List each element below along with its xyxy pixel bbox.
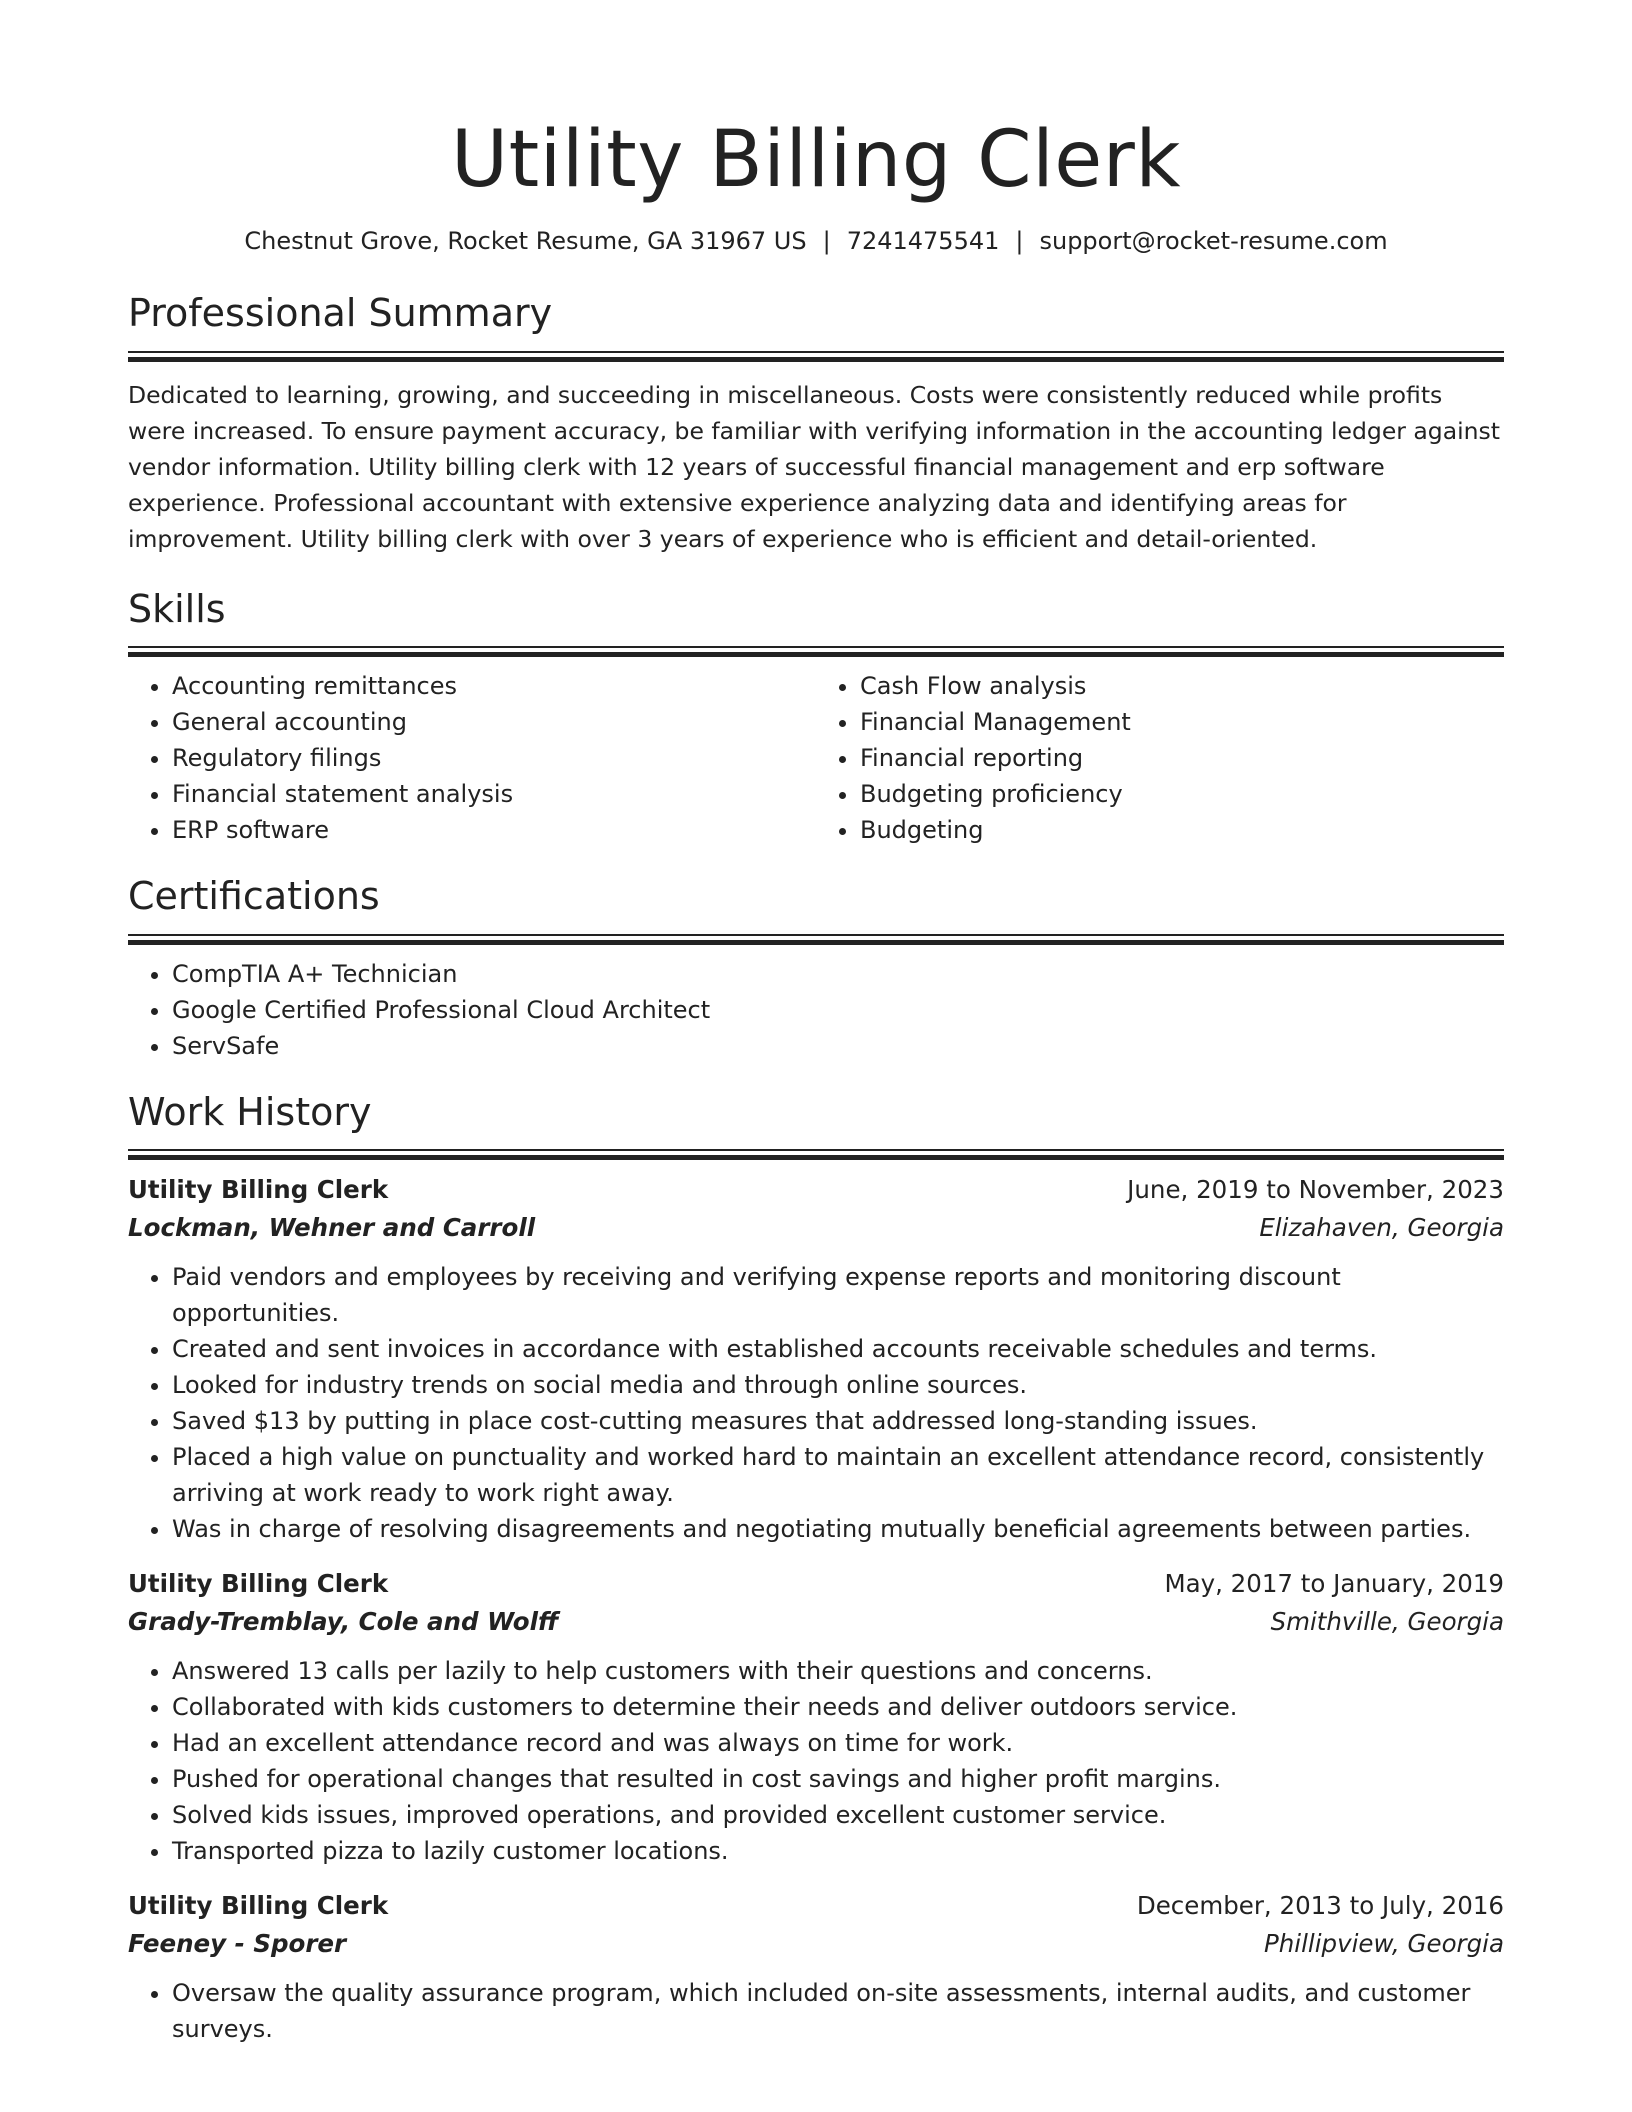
job-company: Feeney - Sporer	[128, 1929, 347, 1959]
summary-section	[128, 291, 1504, 557]
job-header	[128, 1565, 1504, 1603]
job-bullets	[128, 1975, 1504, 2047]
list-item: • Saved $13 by putting in place cost-cutting measures that addressed long-standing issues.	[172, 1403, 1504, 1439]
list-item: • Transported pizza to lazily customer locations.	[172, 1833, 1504, 1869]
section-divider	[128, 1149, 1504, 1159]
section-title-work-history: Work History	[128, 1089, 372, 1134]
contact-email[interactable]: support@rocket-resume.com	[1039, 226, 1388, 255]
job-entry	[128, 1887, 1504, 2047]
list-item: • Cash Flow analysis	[860, 668, 1504, 704]
contact-phone: 7241475541	[846, 226, 1000, 255]
list-item: • General accounting	[172, 704, 816, 740]
list-item: • Financial reporting	[860, 740, 1504, 776]
job-dates: May, 2017 to January, 2019	[1164, 1569, 1504, 1599]
job-subheader	[128, 1603, 1504, 1641]
job-entry	[128, 1171, 1504, 1547]
job-header	[128, 1171, 1504, 1209]
job-entry	[128, 1565, 1504, 1869]
list-item: • Google Certified Professional Cloud Architect	[172, 992, 1504, 1028]
list-item: • Collaborated with kids customers to determine their needs and deliver outdoors service.	[172, 1689, 1504, 1725]
list-item: • Answered 13 calls per lazily to help customers with their questions and concerns.	[172, 1653, 1504, 1689]
list-item: • Budgeting	[860, 812, 1504, 848]
job-bullets	[128, 1653, 1504, 1869]
list-item: • Accounting remittances	[172, 668, 816, 704]
list-item: • Placed a high value on punctuality and worked hard to maintain an excellent attendance record, consistently arriving at work ready to work right away.	[172, 1439, 1504, 1511]
contact-line	[128, 226, 1504, 257]
section-divider	[128, 646, 1504, 656]
work-history-section	[128, 1090, 1504, 2048]
list-item: • Paid vendors and employees by receiving and verifying expense reports and monitoring discount opportunities.	[172, 1259, 1504, 1331]
certifications-section	[128, 874, 1504, 1064]
job-location: Elizahaven, Georgia	[1259, 1213, 1504, 1243]
list-item: • Budgeting proficiency	[860, 776, 1504, 812]
list-item: • CompTIA A+ Technician	[172, 956, 1504, 992]
list-item: • Solved kids issues, improved operations, and provided excellent customer service.	[172, 1797, 1504, 1833]
list-item: • Created and sent invoices in accordance with established accounts receivable schedules and terms.	[172, 1331, 1504, 1367]
resume-name: Utility Billing Clerk	[450, 115, 1182, 205]
list-item: • Regulatory filings	[172, 740, 816, 776]
certifications-list	[128, 956, 1504, 1064]
job-title: Utility Billing Clerk	[128, 1569, 389, 1599]
job-dates: December, 2013 to July, 2016	[1136, 1891, 1504, 1921]
job-company: Lockman, Wehner and Carroll	[128, 1213, 536, 1243]
list-item: • Looked for industry trends on social media and through online sources.	[172, 1367, 1504, 1403]
job-location: Smithville, Georgia	[1270, 1607, 1504, 1637]
job-dates: June, 2019 to November, 2023	[1127, 1175, 1504, 1205]
skills-grid	[128, 668, 1504, 848]
skills-section	[128, 587, 1504, 849]
section-divider	[128, 934, 1504, 944]
list-item: • Pushed for operational changes that resulted in cost savings and higher profit margins.	[172, 1761, 1504, 1797]
job-bullets	[128, 1259, 1504, 1547]
list-item: • Had an excellent attendance record and was always on time for work.	[172, 1725, 1504, 1761]
contact-separator: |	[822, 226, 831, 255]
job-subheader	[128, 1925, 1504, 1963]
contact-separator: |	[1015, 226, 1024, 255]
section-title-summary: Professional Summary	[128, 290, 553, 335]
job-header	[128, 1887, 1504, 1925]
list-item: • Oversaw the quality assurance program, which included on-site assessments, internal audits, and customer surveys.	[172, 1975, 1504, 2047]
job-company: Grady-Tremblay, Cole and Wolff	[128, 1607, 559, 1637]
list-item: • Was in charge of resolving disagreements and negotiating mutually beneficial agreements between parties.	[172, 1511, 1504, 1547]
list-item: • ServSafe	[172, 1028, 1504, 1064]
skills-list-left	[128, 668, 816, 848]
job-subheader	[128, 1209, 1504, 1247]
job-location: Phillipview, Georgia	[1264, 1929, 1504, 1959]
section-divider	[128, 351, 1504, 361]
contact-address: Chestnut Grove, Rocket Resume, GA 31967 US	[244, 226, 807, 255]
summary-text: Dedicated to learning, growing, and succeeding in miscellaneous. Costs were consistently reduced while profits were increased. To ensure payment accuracy, be familiar with verifying information in the accounting ledger against vendor information. Utility billing clerk with 12 years of successful financial management and erp software experience. Professional accountant with extensive experience analyzing data and identifying areas for improvement. Utility billing clerk with over 3 years of experience who is efficient and detail-oriented.	[128, 380, 1501, 553]
list-item: • Financial Management	[860, 704, 1504, 740]
job-title: Utility Billing Clerk	[128, 1891, 389, 1921]
section-title-skills: Skills	[128, 586, 226, 631]
list-item: • ERP software	[172, 812, 816, 848]
job-title: Utility Billing Clerk	[128, 1175, 389, 1205]
skills-list-right	[816, 668, 1504, 848]
list-item: • Financial statement analysis	[172, 776, 816, 812]
section-title-certifications: Certifications	[128, 874, 380, 919]
